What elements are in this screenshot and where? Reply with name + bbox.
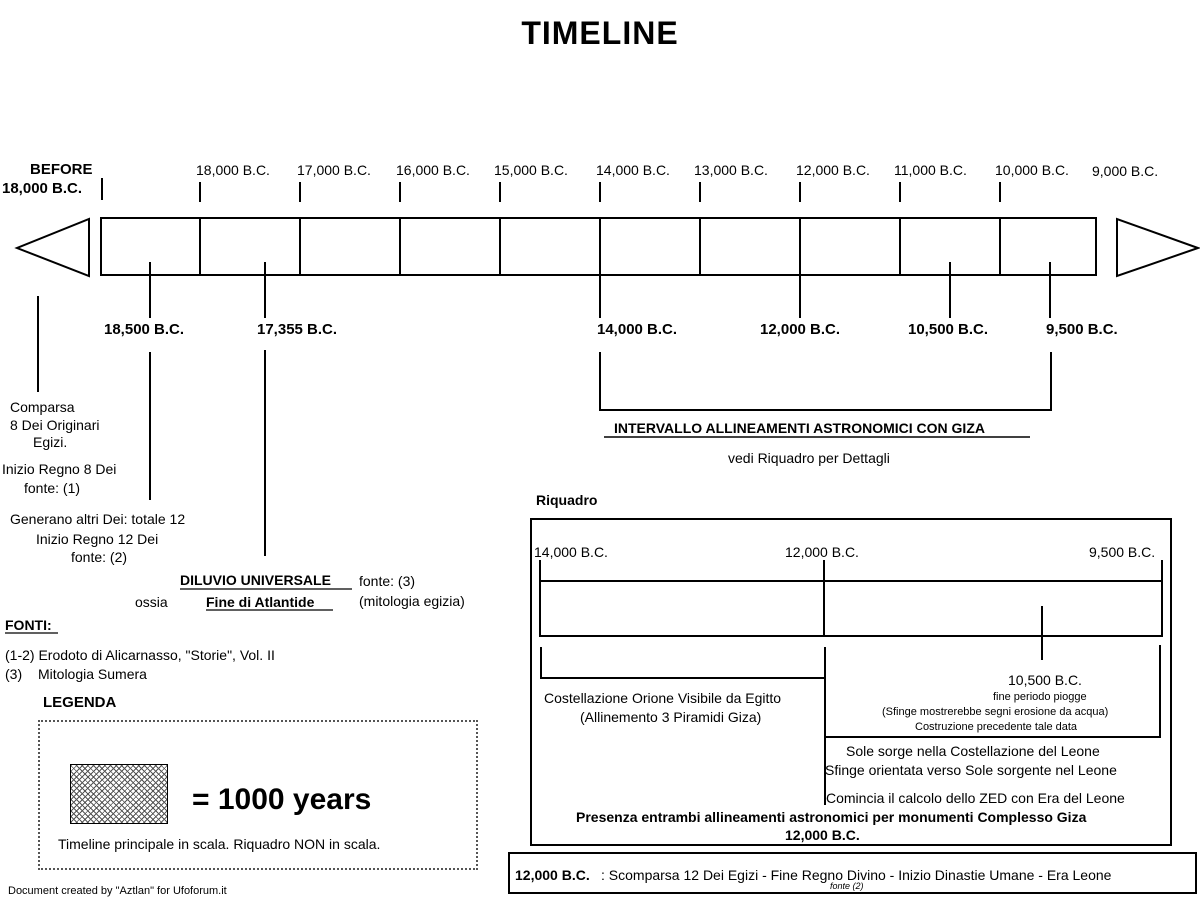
note-fonte-3: fonte: (3): [359, 573, 416, 589]
bottom-box-fonte: fonte (2): [830, 881, 864, 891]
intervallo-bracket: [600, 352, 1051, 410]
riquadro-orione: Costellazione Orione Visibile da Egitto: [544, 690, 782, 706]
legenda-swatch: [70, 764, 168, 824]
note-comparsa: 8 Dei Originari: [10, 417, 100, 433]
fonti-item-number: (3): [5, 666, 23, 682]
top-tick-stubs: [102, 178, 1000, 202]
riquadro-piogge: (Sfinge mostrerebbe segni erosione da acqua): [882, 706, 1109, 718]
marker-label: 18,500 B.C.: [104, 321, 185, 338]
marker-label: 17,355 B.C.: [257, 321, 338, 338]
top-tick-label: 17,000 B.C.: [297, 162, 371, 178]
note-inizio-8: fonte: (1): [24, 480, 81, 496]
riquadro-tick-label: 12,000 B.C.: [785, 544, 859, 560]
riquadro-tick-label: 9,500 B.C.: [1089, 544, 1156, 560]
top-tick-label: 9,000 B.C.: [1092, 163, 1159, 179]
riquadro-piogge: Costruzione precedente tale data: [915, 721, 1078, 733]
fonti-item: Mitologia Sumera: [38, 666, 147, 682]
riquadro-bar: [540, 581, 1162, 636]
legenda-equation: = 1000 years: [192, 783, 372, 816]
note-fonte-3: (mitologia egizia): [359, 593, 465, 609]
riquadro-piogge: fine periodo piogge: [993, 691, 1087, 703]
marker-label: 14,000 B.C.: [597, 321, 678, 338]
note-comparsa: Egizi.: [33, 434, 68, 450]
left-arrow-icon: [17, 219, 89, 276]
legenda-heading: LEGENDA: [43, 694, 117, 711]
riquadro-leone: Sole sorge nella Costellazione del Leone: [846, 743, 1100, 759]
riquadro-piogge-date: 10,500 B.C.: [1008, 672, 1082, 688]
note-atlantide: Fine di Atlantide: [206, 594, 315, 610]
before-label: BEFORE: [30, 161, 93, 178]
top-tick-label: 16,000 B.C.: [396, 162, 470, 178]
page-title: TIMELINE: [521, 15, 679, 51]
before-date-label: 18,000 B.C.: [2, 180, 83, 197]
top-tick-label: 11,000 B.C.: [894, 162, 967, 178]
marker-label: 10,500 B.C.: [908, 321, 989, 338]
note-diluvio: DILUVIO UNIVERSALE: [180, 572, 331, 588]
right-arrow-icon: [1117, 219, 1198, 276]
riquadro-presenza: Presenza entrambi allineamenti astronomici per monumenti Complesso Giza: [576, 809, 1087, 825]
riquadro-tick-label: 14,000 B.C.: [534, 544, 608, 560]
top-tick-label: 15,000 B.C.: [494, 162, 568, 178]
credit-text: Document created by "Aztlan" for Ufoforum.it: [8, 885, 227, 897]
note-ossia: ossia: [135, 594, 168, 610]
fonti-heading: FONTI:: [5, 617, 52, 633]
main-timeline-bar: [101, 218, 1096, 275]
riquadro-leone: Sfinge orientata verso Sole sorgente nel Leone: [825, 762, 1117, 778]
note-comparsa: Comparsa: [10, 399, 75, 415]
bottom-box-date: 12,000 B.C.: [515, 867, 590, 883]
bottom-box-text: : Scomparsa 12 Dei Egizi - Fine Regno Divino - Inizio Dinastie Umane - Era Leone: [601, 867, 1112, 883]
top-tick-label: 12,000 B.C.: [796, 162, 870, 178]
marker-label: 9,500 B.C.: [1046, 321, 1118, 338]
note-inizio-8: Inizio Regno 8 Dei: [2, 461, 117, 477]
intervallo-label: INTERVALLO ALLINEAMENTI ASTRONOMICI CON GIZA: [614, 420, 985, 436]
fonti-item: (1-2) Erodoto di Alicarnasso, "Storie", Vol. II: [5, 647, 275, 663]
riquadro-zed: Comincia il calcolo dello ZED con Era del Leone: [826, 790, 1125, 806]
note-inizio-12: fonte: (2): [71, 549, 128, 565]
riquadro-orione: (Allinemento 3 Piramidi Giza): [580, 709, 762, 725]
marker-label: 12,000 B.C.: [760, 321, 841, 338]
legenda-note: Timeline principale in scala. Riquadro NON in scala.: [58, 836, 381, 852]
vedi-label: vedi Riquadro per Dettagli: [728, 450, 890, 466]
top-tick-label: 18,000 B.C.: [196, 162, 270, 178]
top-tick-label: 13,000 B.C.: [694, 162, 768, 178]
riquadro-heading: Riquadro: [536, 492, 598, 508]
note-generano: Generano altri Dei: totale 12: [10, 511, 186, 527]
top-tick-label: 14,000 B.C.: [596, 162, 670, 178]
note-inizio-12: Inizio Regno 12 Dei: [36, 531, 159, 547]
riquadro-presenza-date: 12,000 B.C.: [785, 827, 860, 843]
bar-dividers: [200, 218, 1000, 275]
top-tick-label: 10,000 B.C.: [995, 162, 1069, 178]
